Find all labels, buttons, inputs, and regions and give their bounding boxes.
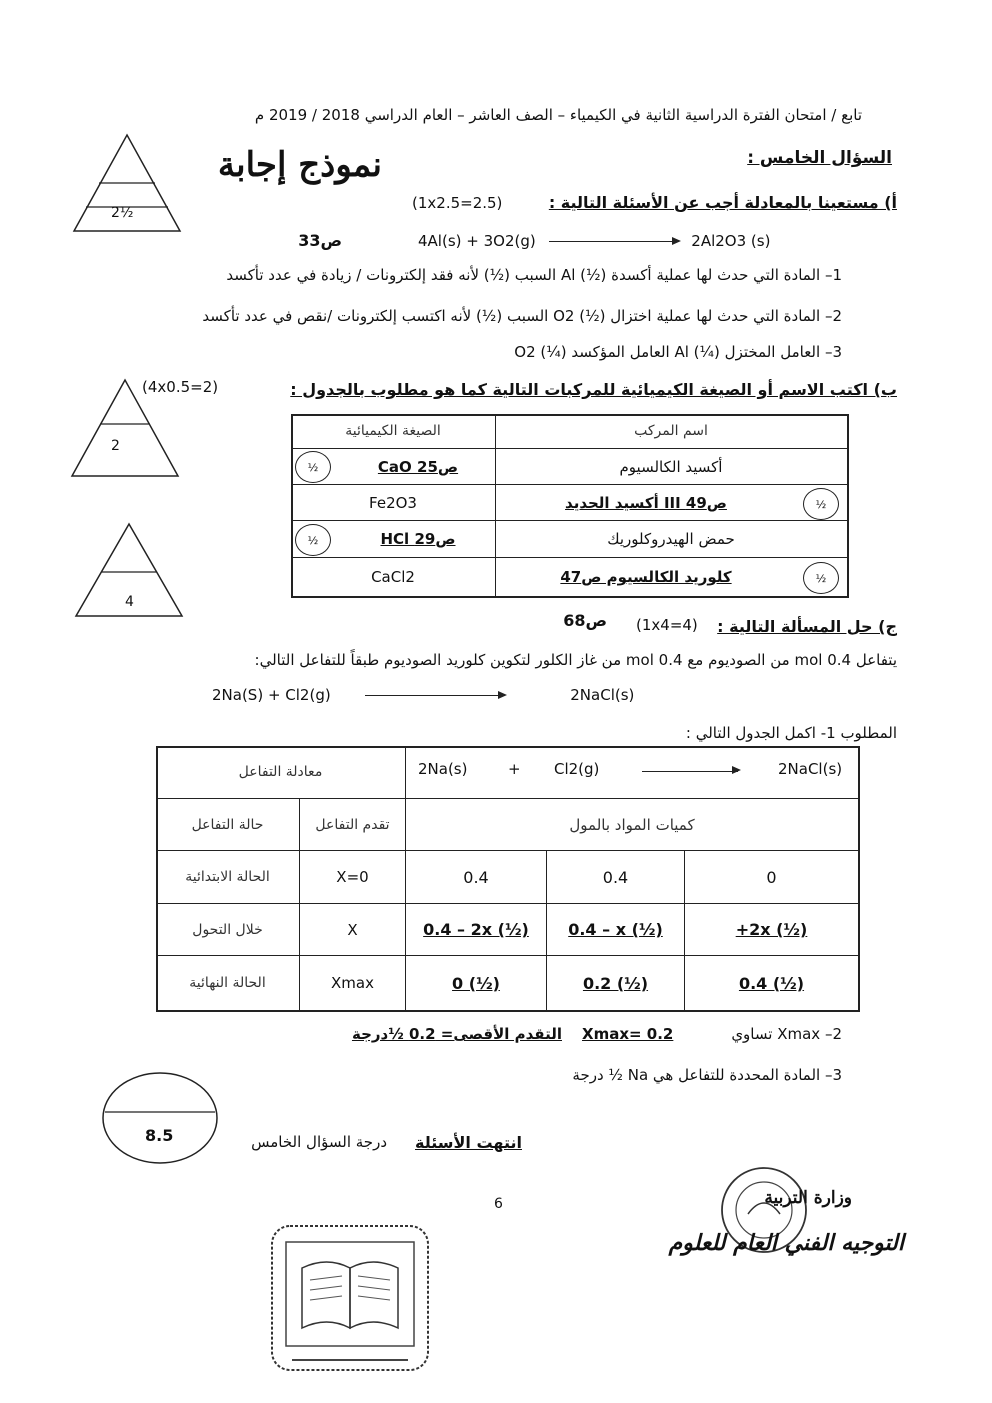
tr3-cl: 0.2 (½) (582, 973, 649, 993)
part-c-marks: (1x4=4) (636, 616, 698, 634)
answer-model-title: نموذج إجابة (217, 145, 382, 185)
row4-name: كلوريد الكالسيوم ص47 (560, 568, 732, 586)
stamp-ministry-text: وزارة التربية (764, 1188, 852, 1208)
part-c-eq-right: 2NaCl(s) (570, 686, 635, 704)
part-c-page-ref: ص68 (563, 611, 607, 630)
part-a-q2: 2– المادة التي حدث لها عملية اختزال (½) O2 السبب (½) لأنه اكتسب إلكترونات /نقص في عدد تأكسد (202, 307, 842, 325)
compounds-table (291, 414, 849, 597)
end-of-questions: انتهت الأسئلة (415, 1133, 522, 1152)
signature: التوجيه الفني العام للعلوم (668, 1230, 904, 1256)
tr2-state: خلال التحول (192, 921, 263, 938)
question-title: السؤال الخامس : (747, 148, 892, 168)
tr1-nacl: 0 (766, 867, 777, 887)
part-c-q2-value: Xmax= 0.2 (582, 1025, 674, 1043)
tr3-nacl: 0.4 (½) (738, 973, 805, 993)
tr1-na: 0.4 (463, 867, 489, 887)
reaction-arrow-icon (365, 695, 505, 696)
part-b-title: ب) اكتب الاسم أو الصيغة الكيميائية للمركبات التالية كما هو مطلوب بالجدول : (290, 380, 897, 399)
row1-formula: CaO ص25 (377, 457, 459, 476)
row1-name: أكسيد الكالسيوم (619, 457, 723, 476)
tr3-progress: Xmax (331, 974, 374, 992)
tr3-na: 0 (½) (452, 973, 500, 993)
th-eq-nacl: 2NaCl(s) (778, 760, 843, 778)
ministry-emblem-stamp (262, 1218, 438, 1378)
tr1-state: الحالة الابتدائية (185, 869, 270, 885)
tr2-na: 0.4 – 2x (½) (423, 920, 529, 939)
th-eq-na: 2Na(s) (418, 760, 468, 778)
score-b-value: 2 (111, 438, 120, 454)
score-c-value: 4 (125, 594, 134, 610)
part-c-q2-answer: التقدم الأقصى= 0.2 ½درجة (351, 1025, 562, 1043)
part-c-required: المطلوب 1- اكمل الجدول التالي : (685, 724, 897, 742)
part-a-marks: (1x2.5=2.5) (412, 194, 503, 212)
table-arrow-head-icon (732, 766, 741, 774)
row3-name: حمض الهيدروكلوريك (607, 530, 735, 548)
part-c-equation (212, 686, 634, 704)
row1-mark: ½ (295, 451, 331, 483)
part-c-eq-left: 2Na(S) + Cl2(g) (212, 686, 331, 704)
part-a-equation (418, 232, 770, 250)
th-amounts: كميات المواد بالمول (569, 815, 695, 834)
tr1-cl: 0.4 (602, 867, 629, 887)
tr2-nacl: +2x (½) (735, 920, 808, 939)
row2-formula: Fe2O3 (369, 493, 417, 512)
reaction-arrow-icon (549, 241, 679, 242)
score-a-value: 2½ (111, 205, 134, 221)
row2-mark: ½ (803, 488, 839, 520)
row3-mark: ½ (295, 524, 331, 556)
tr3-state: الحالة النهائية (189, 975, 266, 991)
row3-formula: HCl ص29 (380, 530, 456, 548)
page-header: تابع / امتحان الفترة الدراسية الثانية في الكيمياء – الصف العاشر – العام الدراسي 2018 / 2019 م (254, 106, 862, 124)
th-eq-cl: Cl2(g) (554, 760, 600, 778)
tr2-cl: 0.4 – x (½) (568, 920, 663, 939)
part-a-eq-left: 4Al(s) + 3O2(g) (418, 232, 536, 250)
part-c-problem: يتفاعل 0.4 mol من الصوديوم مع 0.4 mol من غاز الكلور لتكوين كلوريد الصوديوم طبقاً للتفاعل التالي: (254, 651, 897, 669)
tr1-progress: X=0 (336, 868, 369, 886)
row4-formula: CaCl2 (371, 568, 415, 586)
row2-name: أكسيد الحديد III ص49 (565, 493, 727, 512)
part-a-title: أ) مستعينا بالمعادلة أجب عن الأسئلة التالية : (548, 193, 897, 212)
total-score-value: 8.5 (145, 1126, 174, 1145)
row4-mark: ½ (803, 562, 839, 594)
th-progress: تقدم التفاعل (315, 816, 390, 833)
col-header-name: اسم المركب (634, 423, 708, 439)
part-c-title: ج) حل المسألة التالية : (717, 617, 897, 636)
part-a-page-ref: ص33 (298, 231, 342, 250)
part-a-eq-right: 2Al2O3 (s) (691, 232, 771, 250)
part-a-q1: 1– المادة التي حدث لها عملية أكسدة (½) Al السبب (½) لأنه فقد إلكترونات / زيادة في عدد تأكسد (226, 266, 842, 284)
page-number: 6 (494, 1196, 503, 1212)
score-triangle-b (70, 378, 180, 478)
total-score-label: درجة السؤال الخامس (251, 1133, 387, 1151)
table-arrow-icon (642, 771, 738, 772)
progress-table (156, 746, 860, 1012)
col-header-formula: الصيغة الكيميائية (345, 423, 441, 439)
part-c-q3: 3– المادة المحددة للتفاعل هي Na ½ درجة (572, 1066, 842, 1084)
th-state: حالة التفاعل (191, 816, 264, 833)
total-score-circle (100, 1070, 220, 1166)
part-c-q2-label: 2– Xmax تساوي (731, 1025, 842, 1043)
th-equation: معادلة التفاعل (238, 764, 323, 780)
part-b-marks: (4x0.5=2) (142, 378, 219, 396)
part-a-q3: 3– العامل المختزل (¼) Al العامل المؤكسد (¼) O2 (514, 343, 842, 361)
tr2-progress: X (347, 920, 358, 939)
th-eq-plus: + (508, 760, 521, 778)
